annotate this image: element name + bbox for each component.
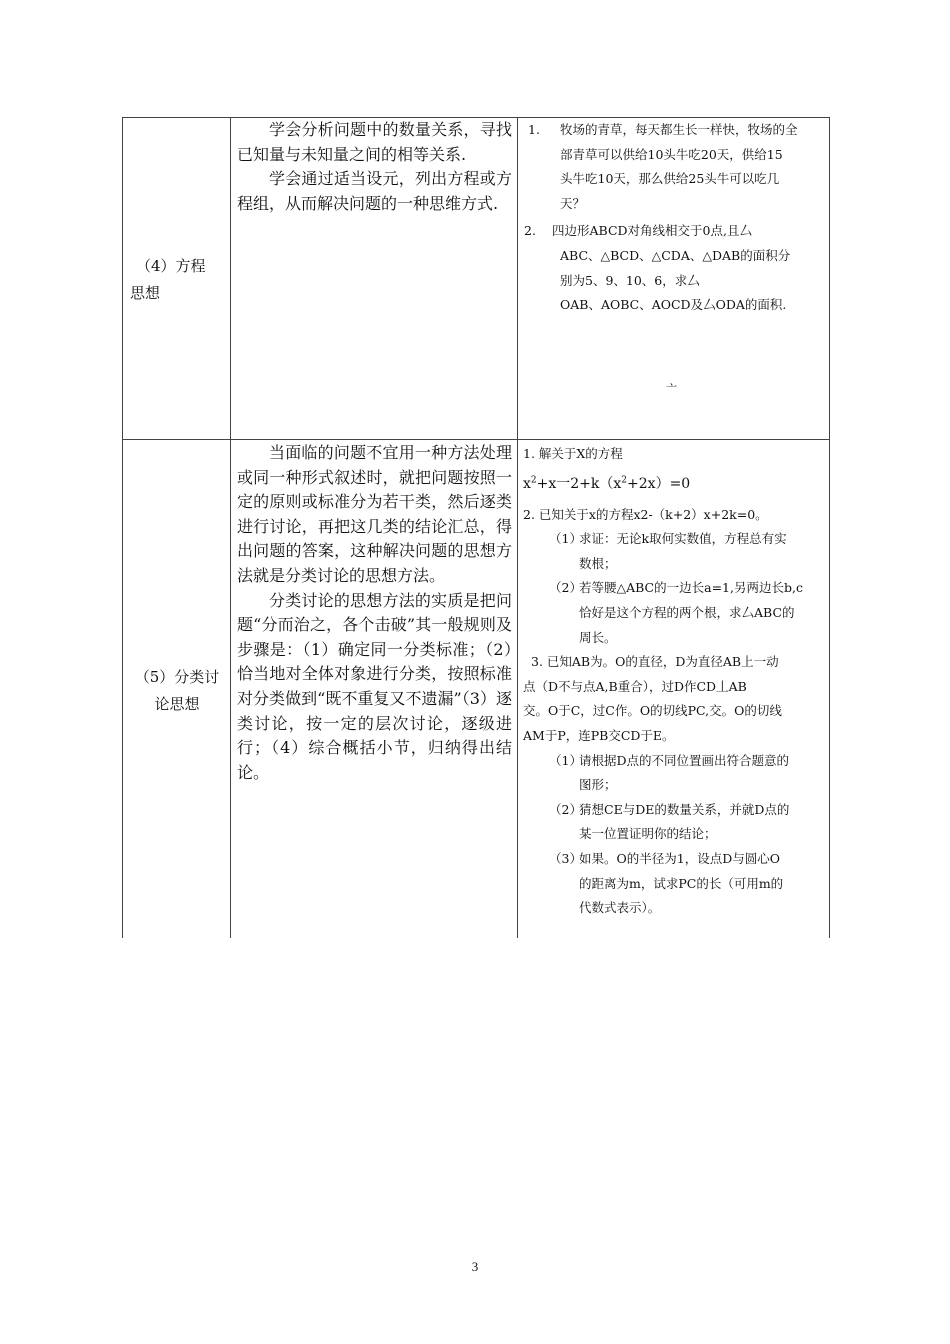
table-left-border	[122, 117, 123, 938]
row4-label-line1: （4）方程	[136, 257, 206, 275]
row5-question-3-part-1: （1） 请根据D点的不同位置画出符合题意的 图形；	[549, 752, 790, 793]
row5-question-1-equation: $x^2+x$一$2+k(x^2+2x)=0$	[523, 474, 691, 492]
row-divider	[122, 439, 830, 440]
row4-example-2-line: ABC、△BCD、△CDA、△DAB的面积分	[560, 247, 791, 263]
row4-example-1-line: 部青草可以供给10头牛吃20天，供给15	[560, 146, 783, 162]
row4-example-2-line: 别为5、9、10、6，求厶	[560, 272, 700, 288]
row4-example-1-line: 牧场的青草，每天都生长一样快，牧场的全	[560, 122, 798, 137]
row4-example-2-line: OAB、AOBC、AOCD及厶ODA的面积.	[560, 297, 787, 313]
row4-example-2-line: 四边形ABCD对角线相交于0点,且厶	[552, 223, 752, 239]
row5-question-3: 3. 已知AB为。O的直径，D为直径AB上一动 点（D不与点A,B重合），过D作CD丄AB 交。O于C，过C作。O的切线PC,交。O的切线 AM于P，连PB交CD于E。	[523, 654, 782, 743]
row4-example-1	[528, 118, 828, 216]
column-divider-1	[230, 117, 231, 938]
row5-question-1: 1. 解关于X的方程	[523, 446, 623, 461]
figure-placeholder-mark: 亠	[666, 382, 677, 395]
row4-label-line2: 思想	[130, 284, 161, 302]
row5-question-2: 2. 已知关于x的方程x2-（k+2）x+2k=0。	[523, 506, 768, 522]
row5-label	[126, 664, 228, 718]
row4-example-2	[524, 219, 828, 317]
row5-description-para1: 当面临的问题不宜用一种方法处理或同一种形式叙述时，就把问题按照一定的原则或标准分为若干类，然后逐类进行讨论，再把这几类的结论汇总，得出问题的答案，这种解决问题的思想方法就是分类讨论的思想方法。	[237, 443, 512, 585]
row4-description-para2: 学会通过适当设元，列出方程或方程组，从而解决问题的一种思维方式.	[237, 169, 512, 213]
row4-example-1-line: 天？	[560, 195, 586, 211]
row5-question-3-part-2: （2） 猜想CE与DE的数量关系，并就D点的 某一位置证明你的结论；	[549, 801, 790, 842]
row5-description	[237, 441, 512, 785]
row5-question-2-part-2: （2） 若等腰△ABC的一边长a=1,另两边长b,c 恰好是这个方程的两个根，求厶ABC的 周长。	[549, 580, 803, 645]
row4-examples	[524, 118, 828, 318]
row5-description-para2: 分类讨论的思想方法的实质是把问题“分而治之，各个击破”其一般规则及步骤是：（1）确定同一分类标准；（2）恰当地对全体对象进行分类，按照标准对分类做到“既不重复又不遗漏”（3）逐类讨论，按一定的层次讨论，逐级进行；（4）综合概括小节，归纳得出结论。	[237, 590, 512, 782]
table-right-border	[829, 117, 830, 938]
row5-question-3-part-3: （3） 如果。O的半径为1，设点D与圆心O 的距离为m，试求PC的长（可用m的 代数式表示）。	[549, 850, 784, 916]
column-divider-2	[517, 117, 518, 938]
row5-examples	[523, 442, 828, 921]
page-number: 3	[471, 1259, 479, 1274]
row4-example-2-number: 2.	[524, 223, 536, 239]
row5-label-line2: 论思想	[154, 695, 200, 713]
row4-example-1-number: 1.	[528, 122, 540, 137]
row5-label-line1: （5）分类讨	[134, 668, 220, 686]
row4-description-para1: 学会分析问题中的数量关系，寻找已知量与未知量之间的相等关系.	[237, 120, 512, 164]
row4-description	[237, 118, 512, 216]
row5-question-2-part-1: （1） 求证：无论k取何实数值，方程总有实 数根；	[549, 531, 787, 571]
row4-example-1-line: 头牛吃10天，那么供给25头牛可以吃几	[560, 171, 780, 187]
row4-label	[130, 253, 226, 307]
